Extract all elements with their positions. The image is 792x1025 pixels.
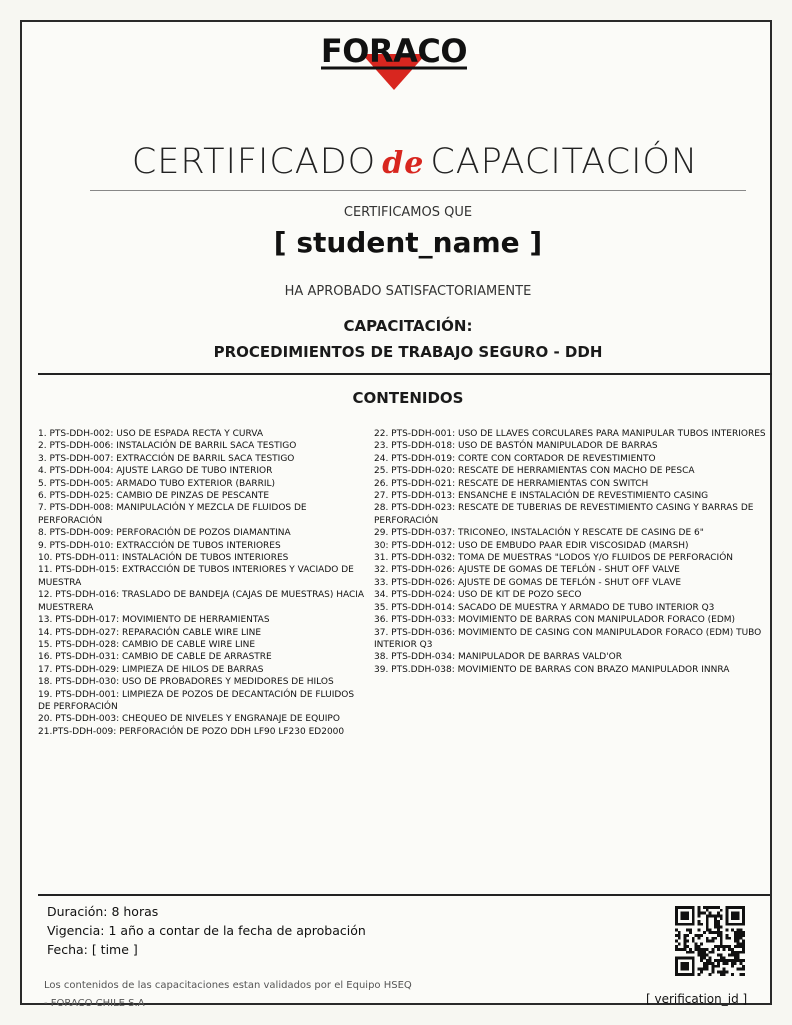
content-item: 34. PTS-DDH-024: USO DE KIT DE POZO SECO	[374, 590, 582, 601]
title-connector: de	[382, 146, 425, 181]
content-item: 16. PTS-DDH-031: CAMBIO DE CABLE DE ARRASTRE	[38, 652, 272, 663]
certificate-title	[80, 142, 750, 182]
logo-wordmark: FORACO	[320, 32, 468, 70]
date-text: Fecha: [ time ]	[47, 942, 138, 957]
footer-divider	[38, 894, 770, 896]
title-divider	[90, 190, 746, 191]
content-item: 33. PTS-DDH-026: AJUSTE DE GOMAS DE TEFLÓN - SHUT OFF VLAVE	[374, 577, 682, 588]
content-item: 30: PTS-DDH-012: USO DE EMBUDO PAAR EDIR VISCOSIDAD (MARSH)	[374, 540, 689, 551]
validity-text: Vigencia: 1 año a contar de la fecha de aprobación	[47, 923, 366, 938]
content-item: 6. PTS-DDH-025: CAMBIO DE PINZAS DE PESCANTE	[38, 491, 270, 502]
content-item: 38. PTS-DDH-034: MANIPULADOR DE BARRAS VALD'OR	[374, 652, 623, 663]
content-item: 1. PTS-DDH-002: USO DE ESPADA RECTA Y CURVA	[38, 429, 263, 439]
content-item: 4. PTS-DDH-004: AJUSTE LARGO DE TUBO INTERIOR	[38, 466, 273, 477]
content-item: 29. PTS-DDH-037: TRICONEO, INSTALACIÓN Y RESCATE DE CASING DE 6"	[374, 528, 704, 539]
contents-list-right	[374, 428, 766, 676]
content-item: 35. PTS-DDH-014: SACADO DE MUESTRA Y ARMADO DE TUBO INTERIOR Q3	[374, 602, 715, 613]
verification-id: [ verification_id ]	[646, 992, 748, 1006]
content-item: 19. PTS-DDH-001: LIMPIEZA DE POZOS DE DECANTACIÓN DE FLUIDOS DE PERFORACIÓN	[38, 689, 355, 712]
duration-text: Duración: 8 horas	[47, 904, 159, 919]
content-item: 23. PTS-DDH-018: USO DE BASTÓN MANIPULADOR DE BARRAS	[374, 441, 658, 452]
content-item: 24. PTS-DDH-019: CORTE CON CORTADOR DE REVESTIMIENTO	[374, 453, 656, 464]
content-item: 2. PTS-DDH-006: INSTALACIÓN DE BARRIL SACA TESTIGO	[38, 441, 297, 452]
content-item: 3. PTS-DDH-007: EXTRACCIÓN DE BARRIL SACA TESTIGO	[38, 453, 295, 464]
course-label: CAPACITACIÓN:	[343, 317, 473, 335]
contents-title: CONTENIDOS	[352, 389, 464, 407]
content-item: 7. PTS-DDH-008: MANIPULACIÓN Y MEZCLA DE FLUIDOS DE PERFORACIÓN	[38, 503, 307, 526]
content-item: 37. PTS-DDH-036: MOVIMIENTO DE CASING CON MANIPULADOR FORACO (EDM) TUBO INTERIOR Q3	[374, 627, 762, 650]
content-item: 22. PTS-DDH-001: USO DE LLAVES CORCULARES PARA MANIPULAR TUBOS INTERIORES	[374, 429, 766, 439]
content-item: 10. PTS-DDH-011: INSTALACIÓN DE TUBOS INTERIORES	[38, 553, 289, 564]
contents-list-left	[38, 428, 368, 738]
validation-note: Los contenidos de las capacitaciones estan validados por el Equipo HSEQ - FORACO CHILE S.A	[44, 980, 412, 1009]
qr-code[interactable]	[675, 906, 745, 976]
content-item: 8. PTS-DDH-009: PERFORACIÓN DE POZOS DIAMANTINA	[38, 528, 291, 539]
content-item: 11. PTS-DDH-015: EXTRACCIÓN DE TUBOS INTERIORES Y VACIADO DE MUESTRA	[38, 565, 354, 588]
foraco-logo	[314, 32, 474, 92]
content-item: 36. PTS-DDH-033: MOVIMIENTO DE BARRAS CON MANIPULADOR FORACO (EDM)	[374, 615, 736, 626]
content-item: 9. PTS-DDH-010: EXTRACCIÓN DE TUBOS INTERIORES	[38, 540, 281, 551]
content-item: 18. PTS-DDH-030: USO DE PROBADORES Y MEDIDORES DE HILOS	[38, 677, 334, 688]
content-item: 32. PTS-DDH-026: AJUSTE DE GOMAS DE TEFLÓN - SHUT OFF VALVE	[374, 565, 680, 576]
content-item: 15. PTS-DDH-028: CAMBIO DE CABLE WIRE LINE	[38, 639, 256, 650]
title-part1: CERTIFICADO	[131, 142, 377, 182]
content-item: 28. PTS-DDH-023: RESCATE DE TUBERIAS DE REVESTIMIENTO CASING Y BARRAS DE PERFORACIÓN	[374, 503, 754, 526]
content-item: 14. PTS-DDH-027: REPARACIÓN CABLE WIRE LINE	[38, 627, 262, 638]
content-item: 5. PTS-DDH-005: ARMADO TUBO EXTERIOR (BARRIL)	[38, 478, 276, 489]
content-item: 21.PTS-DDH-009: PERFORACIÓN DE POZO DDH LF90 LF230 ED2000	[38, 726, 345, 737]
course-name: PROCEDIMIENTOS DE TRABAJO SEGURO - DDH	[213, 343, 603, 361]
content-item: 20. PTS-DDH-003: CHEQUEO DE NIVELES Y ENGRANAJE DE EQUIPO	[38, 714, 340, 725]
certify-label: CERTIFICAMOS QUE	[343, 205, 473, 220]
content-item: 39. PTS.DDH-038: MOVIMIENTO DE BARRAS CON BRAZO MANIPULADOR INNRA	[374, 664, 730, 675]
student-name: [ student_name ]	[273, 226, 543, 259]
content-item: 12. PTS-DDH-016: TRASLADO DE BANDEJA (CAJAS DE MUESTRAS) HACIA MUESTRERA	[38, 590, 365, 613]
course-divider	[38, 373, 772, 375]
content-item: 25. PTS-DDH-020: RESCATE DE HERRAMIENTAS CON MACHO DE PESCA	[374, 466, 695, 477]
content-item: 17. PTS-DDH-029: LIMPIEZA DE HILOS DE BARRAS	[38, 664, 264, 675]
approved-label: HA APROBADO SATISFACTORIAMENTE	[284, 284, 532, 299]
content-item: 27. PTS-DDH-013: ENSANCHE E INSTALACIÓN DE REVESTIMIENTO CASING	[374, 491, 709, 502]
title-part2: CAPACITACIÓN	[430, 142, 699, 182]
content-item: 13. PTS-DDH-017: MOVIMIENTO DE HERRAMIENTAS	[38, 615, 270, 626]
content-item: 26. PTS-DDH-021: RESCATE DE HERRAMIENTAS CON SWITCH	[374, 478, 649, 489]
content-item: 31. PTS-DDH-032: TOMA DE MUESTRAS "LODOS Y/O FLUIDOS DE PERFORACIÓN	[374, 553, 734, 564]
